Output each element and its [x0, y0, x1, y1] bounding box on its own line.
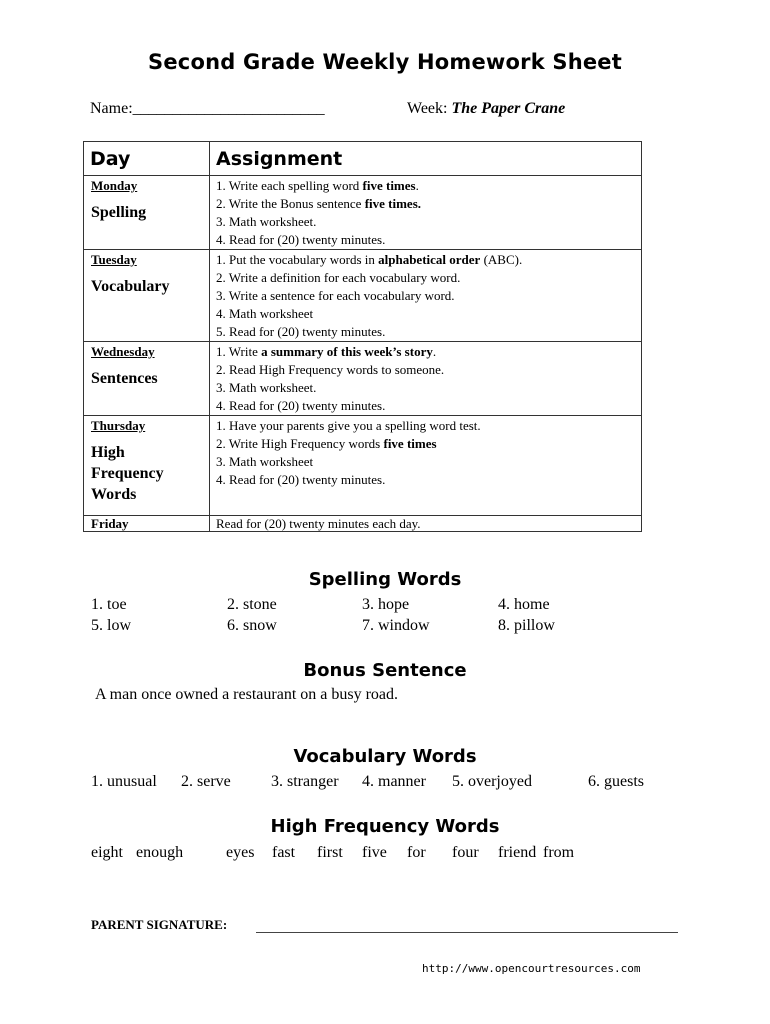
high-frequency-heading: High Frequency Words — [270, 816, 500, 837]
spelling-word: 6. snow — [227, 617, 277, 634]
task-item: Read for (20) twenty minutes each day. — [210, 516, 642, 532]
day-name: Monday — [91, 178, 138, 193]
task-item: 1. Put the vocabulary words in alphabetical order (ABC). — [216, 252, 523, 267]
vocabulary-word: 2. serve — [181, 773, 231, 790]
name-field: Name:________________________ — [90, 100, 325, 117]
spelling-heading: Spelling Words — [308, 569, 462, 590]
table-row — [84, 342, 642, 416]
spelling-word: 4. home — [498, 596, 550, 613]
week-value: The Paper Crane — [451, 100, 566, 117]
vocabulary-word: 4. manner — [362, 773, 426, 790]
task-item: 4. Math worksheet — [216, 306, 314, 321]
high-frequency-word: friend — [498, 844, 537, 861]
task-item: 2. Write the Bonus sentence five times. — [216, 196, 422, 211]
assignment-cell — [210, 250, 642, 342]
day-column-header: Day — [84, 142, 210, 176]
task-item: 3. Math worksheet. — [216, 214, 317, 229]
task-item: 4. Read for (20) twenty minutes. — [216, 232, 386, 247]
task-item: 4. Read for (20) twenty minutes. — [216, 472, 386, 487]
high-frequency-word: enough — [136, 844, 184, 861]
task-item: 2. Write High Frequency words five times — [216, 436, 437, 451]
assignment-column-header: Assignment — [210, 142, 642, 176]
day-subject: Sentences — [91, 370, 158, 387]
vocabulary-heading: Vocabulary Words — [293, 746, 477, 767]
table-row — [84, 250, 642, 342]
spelling-word: 3. hope — [362, 596, 410, 613]
task-item: 4. Read for (20) twenty minutes. — [216, 398, 386, 413]
assignment-cell — [210, 176, 642, 250]
table-row — [84, 416, 642, 516]
task-item: 3. Math worksheet. — [216, 380, 317, 395]
vocabulary-word: 5. overjoyed — [452, 773, 532, 790]
high-frequency-word: fast — [272, 844, 296, 861]
day-cell — [84, 250, 210, 342]
assignment-cell — [210, 342, 642, 416]
task-item: 3. Math worksheet — [216, 454, 314, 469]
high-frequency-word: eight — [91, 844, 123, 861]
task-item: 2. Write a definition for each vocabulary word. — [216, 270, 461, 285]
high-frequency-word: four — [452, 844, 479, 861]
high-frequency-word: first — [317, 844, 343, 861]
day-subject: High Frequency Words — [91, 444, 164, 503]
spelling-word: 8. pillow — [498, 617, 555, 634]
parent-signature-label: PARENT SIGNATURE: — [91, 917, 228, 932]
day-cell — [84, 416, 210, 516]
bonus-heading: Bonus Sentence — [303, 660, 467, 681]
high-frequency-word: for — [407, 844, 426, 861]
spelling-word: 7. window — [362, 617, 430, 634]
vocabulary-word: 3. stranger — [271, 773, 339, 790]
day-cell — [84, 342, 210, 416]
day-subject: Vocabulary — [91, 278, 170, 295]
table-row — [84, 176, 642, 250]
spelling-word: 1. toe — [91, 596, 127, 613]
spelling-word: 5. low — [91, 617, 131, 634]
homework-table — [83, 141, 642, 532]
assignment-cell — [210, 416, 642, 516]
day-subject: Spelling — [91, 204, 147, 221]
week-field — [407, 100, 565, 118]
vocabulary-word: 1. unusual — [91, 773, 157, 790]
high-frequency-word: from — [543, 844, 575, 861]
task-item: 2. Read High Frequency words to someone. — [216, 362, 445, 377]
parent-signature-line[interactable] — [256, 932, 678, 933]
task-item: 5. Read for (20) twenty minutes. — [216, 324, 386, 339]
page-title: Second Grade Weekly Homework Sheet — [148, 50, 622, 74]
bonus-sentence: A man once owned a restaurant on a busy road. — [95, 686, 399, 703]
week-label: Week: — [407, 100, 448, 117]
high-frequency-word: five — [362, 844, 387, 861]
table-row — [84, 516, 642, 532]
day-cell — [84, 176, 210, 250]
vocabulary-word: 6. guests — [588, 773, 644, 790]
day-name: Thursday — [91, 418, 146, 433]
high-frequency-word: eyes — [226, 844, 255, 861]
day-name: Friday — [84, 516, 210, 532]
task-item: 1. Write a summary of this week’s story. — [216, 344, 437, 359]
task-item: 3. Write a sentence for each vocabulary word. — [216, 288, 455, 303]
day-name: Wednesday — [91, 344, 155, 359]
footer-url[interactable]: http://www.opencourtresources.com — [422, 962, 641, 975]
day-name: Tuesday — [91, 252, 137, 267]
task-item: 1. Have your parents give you a spelling word test. — [216, 418, 481, 433]
spelling-word: 2. stone — [227, 596, 277, 613]
task-item: 1. Write each spelling word five times. — [216, 178, 419, 193]
